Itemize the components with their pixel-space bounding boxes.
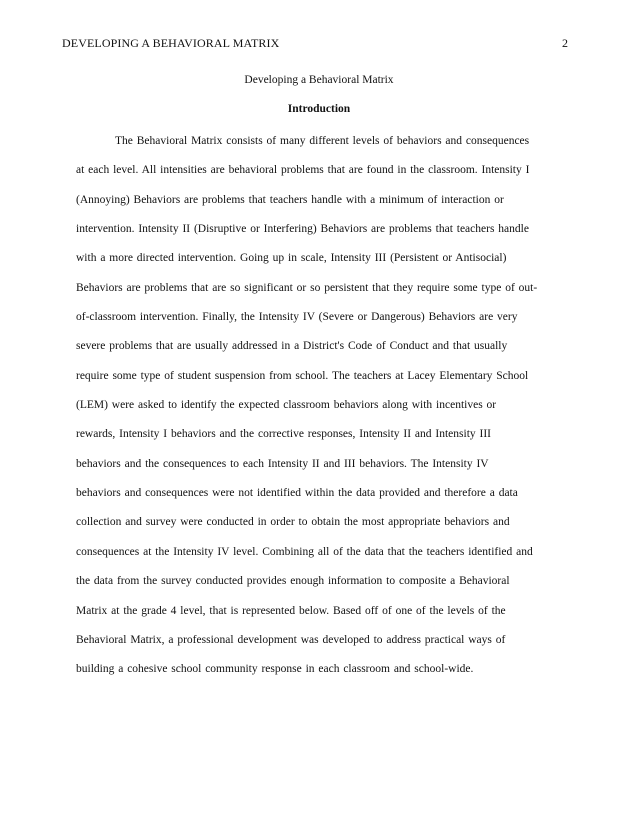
paragraph-line: at each level. All intensities are behavioral problems that are found in the classroom. Intensity I (76, 164, 530, 177)
paragraph-line: Behavioral Matrix, a professional development was developed to address practical ways of (76, 633, 506, 646)
paragraph-line: intervention. Intensity II (Disruptive or Interfering) Behaviors are problems that teachers handle (76, 223, 529, 236)
paragraph-line: Matrix at the grade 4 level, that is represented below. Based off of one of the levels of the (76, 604, 506, 617)
document-title: Developing a Behavioral Matrix (244, 74, 394, 86)
paragraph-line: require some type of student suspension from school. The teachers at Lacey Elementary School (76, 369, 529, 382)
body-paragraph (76, 127, 572, 685)
paragraph-line: (LEM) were asked to identify the expected classroom behaviors along with incentives or (76, 399, 497, 412)
section-heading: Introduction (287, 103, 351, 115)
paragraph-line: behaviors and the consequences to each Intensity II and III behaviors. The Intensity IV (76, 457, 489, 470)
paragraph-line: with a more directed intervention. Going up in scale, Intensity III (Persistent or Antisocial) (76, 252, 507, 265)
paragraph-line: consequences at the Intensity IV level. Combining all of the data that the teachers identified and (76, 545, 533, 558)
paragraph-line: (Annoying) Behaviors are problems that teachers handle with a minimum of interaction or (76, 193, 504, 206)
paragraph-line: behaviors and consequences were not identified within the data provided and therefore a data (76, 487, 518, 500)
paragraph-line: collection and survey were conducted in order to obtain the most appropriate behaviors and (76, 516, 510, 529)
paragraph-line: The Behavioral Matrix consists of many different levels of behaviors and consequences (115, 135, 530, 147)
paragraph-line: the data from the survey conducted provides enough information to composite a Behavioral (76, 575, 510, 588)
paragraph-line: building a cohesive school community response in each classroom and school-wide. (76, 663, 474, 676)
paragraph-line: of-classroom intervention. Finally, the Intensity IV (Severe or Dangerous) Behaviors are very (76, 311, 518, 324)
paragraph-line: rewards, Intensity I behaviors and the corrective responses, Intensity II and Intensity III (76, 428, 492, 441)
page-number: 2 (562, 36, 568, 50)
paragraph-line: Behaviors are problems that are so significant or so persistent that they require some type of out- (76, 281, 538, 294)
running-head: DEVELOPING A BEHAVIORAL MATRIX (62, 36, 280, 50)
paragraph-line: severe problems that are usually addressed in a District's Code of Conduct and that usually (76, 340, 508, 353)
